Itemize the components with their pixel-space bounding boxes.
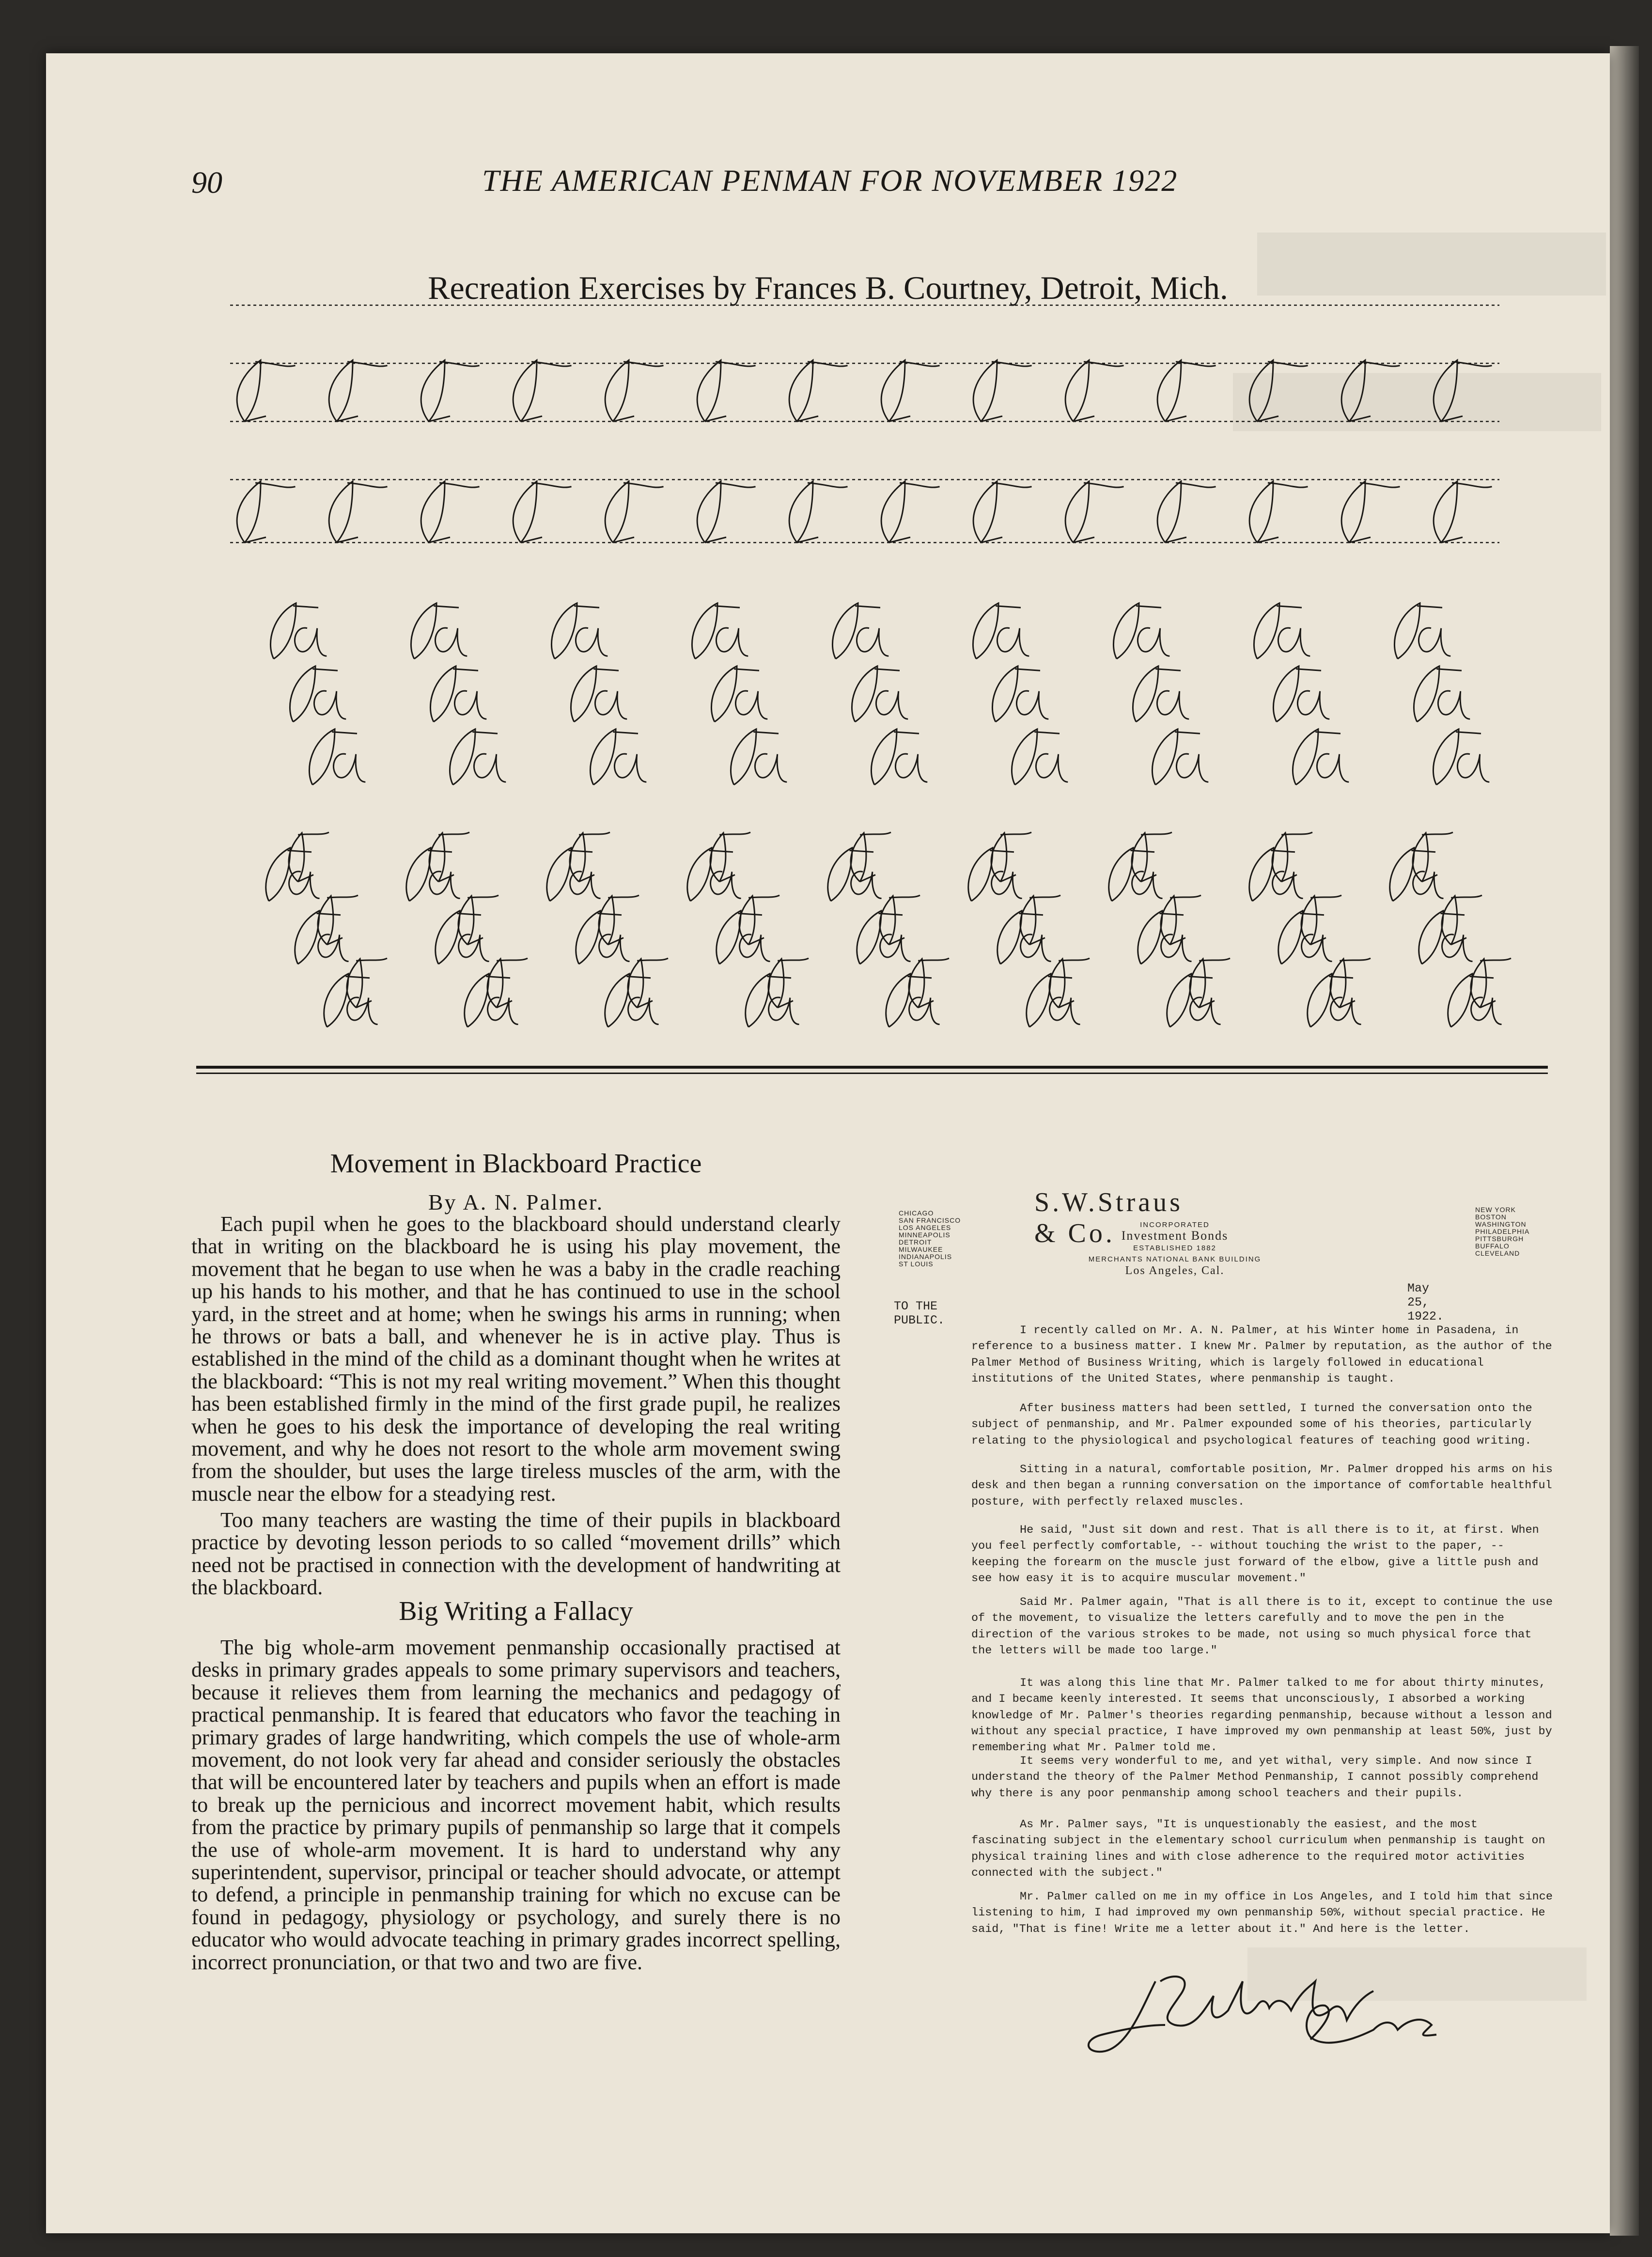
office-city: PHILADELPHIA [1475,1228,1530,1235]
exercise-stroke [1394,603,1450,659]
exercise-stroke [1414,666,1470,722]
letterhead-business: Investment Bonds [1121,1229,1229,1243]
exercise-stroke [692,603,748,659]
exercise-stroke [571,666,627,722]
exercise-stroke [731,729,787,785]
exercise-stroke [309,729,365,785]
letterhead-building: MERCHANTS NATIONAL BANK BUILDING [1088,1255,1262,1263]
exercise-stroke [590,729,646,785]
letter-paragraph: It seems very wonderful to me, and yet withal, very simple. And now since I understand the theory of the Palmer Method Penmanship, I cannot possibly comprehend why there is any poor penmanship among school teachers and their pupils. [971,1755,1539,1800]
letterhead-established: ESTABLISHED 1882 [1133,1244,1216,1252]
exercise-stroke [1434,360,1492,422]
exercise-stroke [513,360,571,422]
exercise-stroke [789,360,847,422]
exercise-stroke [1012,729,1068,785]
exercise-stroke [1433,729,1489,785]
office-city: PITTSBURGH [1475,1235,1524,1243]
divider-rule [196,1066,1548,1069]
office-city: CLEVELAND [1475,1249,1520,1257]
article-title: Movement in Blackboard Practice [330,1149,702,1179]
exercise-stroke [329,482,387,543]
exercise-stroke [513,482,571,543]
exercise-stroke [1065,360,1123,422]
office-city: LOS ANGELES [899,1224,951,1231]
exercise-stroke [1249,482,1308,543]
article-subtitle: Big Writing a Fallacy [399,1596,633,1626]
letter-paragraph: It was along this line that Mr. Palmer talked to me for about thirty minutes, and I became keenly interested. It seems that unconsciously, I absorbed a working knowledge of Mr. Palmer's theories regarding penmanship, because without a lesson and without any special practice, I have improved my own penmanship at least 50%, just by remembering what Mr. Palmer told me. [971,1677,1552,1755]
exercise-stroke [1341,482,1400,543]
letter-paragraph: After business matters had been settled, I turned the conversation onto the subject of penmanship, and Mr. Palmer expounded some of his theories, particularly relating to the physiological and psychological features of teaching good writing. [971,1402,1532,1448]
exercise-stroke [551,603,608,659]
letter-paragraph: As Mr. Palmer says, "It is unquestionably the easiest, and the most fascinating subject in the elementary school curriculum when penmanship is taught on physical training lines and with close adherence to the required motor activities connected with the subject." [971,1818,1545,1880]
exercise-stroke [1293,729,1349,785]
office-city: ST LOUIS [899,1260,934,1268]
signature [1083,1952,1461,2069]
offices-right [1475,1206,1582,1257]
exercise-stroke [881,360,939,422]
office-city: NEW YORK [1475,1206,1516,1214]
exercise-stroke [973,482,1031,543]
exercise-stroke [992,666,1048,722]
exercise-stroke [237,482,295,543]
letter-salutation: TO THE PUBLIC. [894,1299,945,1327]
exercise-stroke [1434,482,1492,543]
exercise-stroke [973,603,1029,659]
letter-paragraph: Mr. Palmer called on me in my office in Los Angeles, and I told him that since listening to him, I had improved my own penmanship 50%, without special practice. He said, "That is fine! Write me a letter about it." And here is the letter. [971,1890,1553,1936]
running-head: THE AMERICAN PENMAN FOR NOVEMBER 1922 [482,163,1178,198]
exercise-stroke [1341,360,1400,422]
exercise-title: Recreation Exercises by Frances B. Courtney, Detroit, Mich. [428,269,1228,306]
exercise-stroke [832,603,888,659]
office-city: INDIANAPOLIS [899,1253,952,1261]
exercise-stroke [1157,360,1216,422]
magazine-page [46,53,1610,2233]
article-byline: By A. N. Palmer. [428,1190,604,1214]
page-number: 90 [191,165,222,200]
offices-left [899,1210,1005,1268]
exercise-stroke [871,729,927,785]
exercise-stroke [421,482,479,543]
exercise-stroke [411,603,467,659]
exercise-stroke [450,729,506,785]
letter-paragraph: He said, "Just sit down and rest. That is all there is to it, at first. When you feel perfectly comfortable, -- without touching the wrist to the paper, -- keeping the forearm on the muscle just forward of the elbow, give a little push and see how easy it is to acquire muscular movement." [971,1524,1539,1585]
article-paragraph: The big whole-arm movement penmanship occasionally practised at desks in primary grades appeals to some primary supervisors and teachers, because it relieves them from learning the mechanics and pedagogy of practical penmanship. It is feared that educators who favor the teaching in primary grades of large handwriting, which compels the use of whole-arm movement, do not look very far ahead and consider seriously the obstacles that will be encountered later by teachers and pupils when an effort is made to break up the pernicious and incorrect movement habit, which results from the practice by primary pupils of penmanship so large that it compels the use of whole-arm movement. It is hard to understand why any superintendent, supervisor, principal or teacher should advocate, or attempt to defend, a principle in penmanship training for which no excuse can be found in pedagogy, physiology or psychology, and surely there is no educator who would advocate teaching in primary grades incorrect spelling, incorrect pronunciation, or that two and two are five. [191,1635,841,1974]
exercise-stroke [421,360,479,422]
exercise-stroke [1157,482,1216,543]
exercise-stroke [1133,666,1189,722]
exercise-stroke [430,666,486,722]
office-city: WASHINGTON [1475,1220,1527,1228]
exercise-stroke [605,482,663,543]
letter-paragraph: Said Mr. Palmer again, "That is all there is to it, except to continue the use of the movement, to visualize the letters carefully and to move the pen in the direction of the various strokes to be made, not using so much physical force that the letters will be made too large." [971,1596,1553,1657]
letter-paragraph: Sitting in a natural, comfortable position, Mr. Palmer dropped his arms on his desk and then began a running conversation on the importance of comfortable healthful posture, with perfectly relaxed muscles. [971,1463,1553,1509]
exercise-stroke [270,603,327,659]
exercise-stroke [290,666,346,722]
firm-name: S.W.Straus & Co. [1034,1187,1183,1248]
exercise-stroke [605,360,663,422]
exercise-drawing [46,53,1610,1071]
office-city: CHICAGO [899,1209,934,1217]
exercise-stroke [1113,603,1169,659]
exercise-stroke [697,482,755,543]
exercise-stroke [881,482,939,543]
letterhead-incorporated: INCORPORATED [1140,1221,1210,1229]
exercise-stroke [1249,360,1308,422]
exercise-stroke [237,360,295,422]
book-spine-shadow [1610,46,1639,2236]
divider-rule [196,1073,1548,1074]
office-city: BUFFALO [1475,1242,1510,1250]
exercise-stroke [697,360,755,422]
exercise-stroke [1065,482,1123,543]
office-city: DETROIT [899,1238,932,1246]
exercise-stroke [973,360,1031,422]
article-paragraph: Each pupil when he goes to the blackboard should understand clearly that in writing on the blackboard he is using his play movement, the movement that he began to use when he was a baby in the cradle reaching up his hands to his mother, and that he has continued to use in the school yard, in the street and at home; when he swings his arms in running; when he throws or bats a ball, and whenever he is in active play. Thus is established in the mind of the child as a dominant thought when he writes at the blackboard: “This is not my real writing movement.” When this thought has been established firmly in the mind of the first grade pupil, he realizes when he goes to his desk the importance of developing the real writing movement, and why he does not resort to the whole arm movement swing from the shoulder, but uses the large tireless muscles of the arm, with the muscle near the elbow for a steadying rest. [191,1212,841,1506]
office-city: MINNEAPOLIS [899,1231,951,1239]
office-city: SAN FRANCISCO [899,1216,961,1224]
exercise-stroke [329,360,387,422]
exercise-stroke [852,666,908,722]
letter-paragraph: I recently called on Mr. A. N. Palmer, at his Winter home in Pasadena, in reference to a business matter. I knew Mr. Palmer by reputation, as the author of the Palmer Method of Business Writing, which is largely followed in educational institutions of the United States, where penmanship is taught. [971,1324,1552,1385]
letterhead-city: Los Angeles, Cal. [1125,1264,1225,1277]
article-paragraph: Too many teachers are wasting the time of their pupils in blackboard practice by devoting lesson periods to so called “movement drills” which need not be practised in connection with the development of handwriting at the blackboard. [191,1508,841,1600]
exercise-stroke [711,666,767,722]
office-city: BOSTON [1475,1213,1507,1221]
exercise-stroke [1254,603,1310,659]
letter-date: May 25, 1922. [1407,1281,1444,1323]
office-city: MILWAUKEE [899,1245,943,1253]
exercise-stroke [1273,666,1329,722]
exercise-stroke [1152,729,1208,785]
exercise-stroke [789,482,847,543]
